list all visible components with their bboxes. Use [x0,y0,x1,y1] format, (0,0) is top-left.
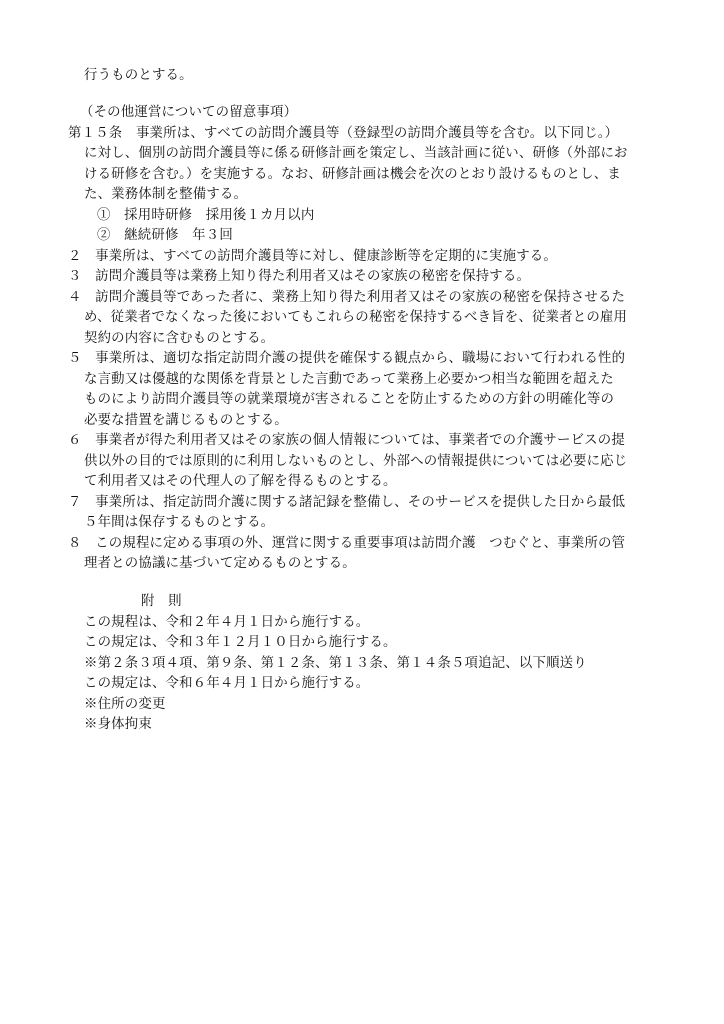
clause-4: ４ 訪問介護員等であった者に、業務上知り得た利用者又はその家族の秘密を保持させるた [68,290,626,305]
text-line: 理者との協議に基づいて定めるものとする。 [84,556,356,571]
article-heading: 第１５条 事業所は、すべての訪問介護員等（登録型の訪問介護員等を含む。以下同じ。） [68,126,619,141]
revision-note: ※身体拘束 [84,717,152,732]
clause-2: ２ 事業所は、すべての訪問介護員等に対し、健康診断等を定期的に実施する。 [68,249,557,264]
text-line: た、業務体制を整備する。 [84,187,248,202]
revision-line: この規定は、令和３年１２月１０日から施行する。 [84,635,397,650]
text-line: な言動又は優越的な関係を背景とした言動であって業務上必要かつ相当な範囲を超えた [84,372,614,387]
text-line: め、従業者でなくなった後においてもこれらの秘密を保持するべき旨を、従業者との雇用 [84,310,628,325]
clause-5: ５ 事業所は、適切な指定訪問介護の提供を確保する観点から、職場において行われる性的 [68,351,626,366]
revision-note: ※住所の変更 [84,697,166,712]
text-line: 契約の内容に含むものとする。 [84,331,275,346]
text-line: ものにより訪問介護員等の就業環境が害されることを防止するための方針の明確化等の [84,392,615,407]
text-line: 必要な措置を講じるものとする。 [84,413,288,428]
clause-3: ３ 訪問介護員等は業務上知り得た利用者又はその家族の秘密を保持する。 [68,269,531,284]
clause-7: ７ 事業所は、指定訪問介護に関する諸記録を整備し、そのサービスを提供した日から最低 [68,495,626,510]
list-item: ② 継続研修 年３回 [97,228,233,243]
text-line: 行うものとする。 [84,68,193,83]
clause-6: ６ 事業者が得た利用者又はその家族の個人情報については、事業者での介護サービスの提 [68,433,625,448]
revision-note: ※第２条３項４項、第９条、第１２条、第１３条、第１４条５項追記、以下順送り [84,656,587,671]
text-line: て利用者又はその代理人の了解を得るものとする。 [84,474,397,489]
text-line: に対し、個別の訪問介護員等に係る研修計画を策定し、当該計画に従い、研修（外部にお [84,146,628,161]
revision-line: この規定は、令和６年４月１日から施行する。 [84,676,370,691]
text-line: ける研修を含む。）を実施する。なお、研修計画は機会を次のとおり設けるものとし、ま [84,167,621,182]
section-heading: （その他運営についての留意事項） [80,105,298,120]
text-line: ５年間は保存するものとする。 [84,515,275,530]
supplementary-heading: 附 則 [141,594,182,609]
clause-8: ８ この規程に定める事項の外、運営に関する重要事項は訪問介護 つむぐと、事業所の管 [68,536,626,551]
text-line: 供以外の目的では原則的に利用しないものとし、外部への情報提供については必要に応じ [84,454,628,469]
revision-line: この規程は、令和２年４月１日から施行する。 [84,615,370,630]
list-item: ① 採用時研修 採用後１カ月以内 [97,208,315,223]
